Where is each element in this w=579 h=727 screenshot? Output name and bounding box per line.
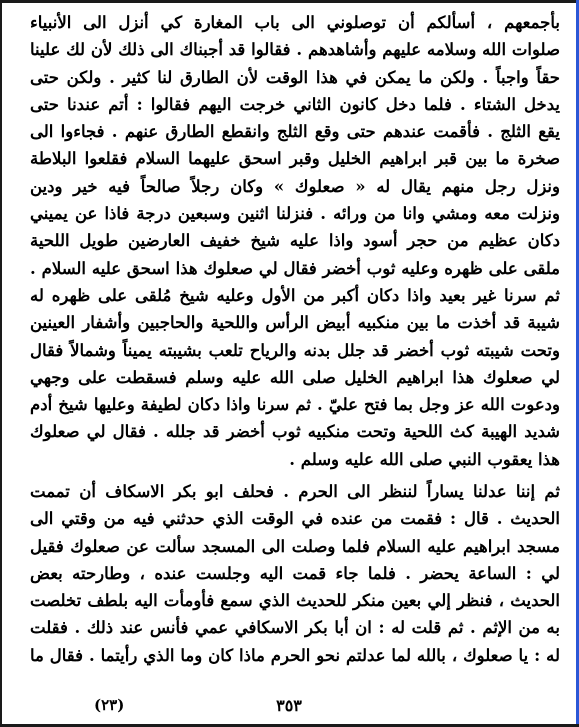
text-line: ثم سرنا غير بعيد واذا دكان أكبر من الأول وعليه شيخ مُلقى على ظهره له — [30, 285, 560, 305]
text-line: به من الإثم . ثم قلت له : ان أبا بكر الاسكافي عمي فأنس عند ذلك . فقلت — [30, 618, 560, 638]
text-line: وتحت شيبته ثوب أخضر قد جلل بدنه والرياح تلعب بشيبته يميناً وشمالاً فقال — [30, 340, 560, 360]
text-line: حقاً واجباً . ولكن ما يمكن في هذا الوقت لأن الطارق لنا كثير . ولكن حتى — [30, 67, 560, 87]
text-line: يقع الثلج . فأقمت عندهم حتى وقع الثلج وانقطع الطارق عنهم . فجاءوا الى — [30, 122, 560, 142]
text-line: ونزلت معه ومشي وانا من ورائه . فنزلنا اثنين وسبعين درجة فاذا عن يميني — [30, 204, 560, 224]
text-line: دكان عظيم من حجر أسود واذا عليه شيخ خفيف العارضين طويل اللحية — [30, 231, 560, 251]
text-line: ملقى على ظهره وعليه ثوب أخضر فقال لي صعلوك هذا اسحق عليه السلام . — [30, 258, 560, 278]
text-line: الحديث . قال : فقمت من عنده في الوقت الذي حدثني فيه من وقتي الى — [30, 509, 560, 529]
text-line: يدخل الشتاء . فلما دخل كانون الثاني خرجت اليهم فقالوا : أتم عندنا حتى — [30, 94, 560, 114]
text-line: ثم إننا عدلنا يساراً لننظر الى الحرم . فحلف ابو بكر الاسكاف أن تممت — [30, 482, 560, 501]
text-line: الحديث ، فنظر إلي بعين منكر للحديث الذي سمع فأومأت اليه بلطف تخلصت — [30, 591, 560, 611]
text-line: له : يا صعلوك ، بالله لما عدلتم نحو الحرم ماذا كان وما الذي رأيتما . فقال ما — [30, 645, 560, 665]
text-line: بأجمعهم ، أسألكم أن توصلوني الى باب المغارة كي أنزل الى الأنبياء — [30, 13, 560, 32]
page-footer — [2, 696, 576, 718]
text-line: شيبة قد أخذت ما بين منكبيه أبيض الرأس واللحية والحاجبين وأشفار العينين — [30, 313, 560, 333]
text-line: ونزل رجل منهم يقال له « صعلوك » وكان رجلاً صالحاً فيه خير ودين — [30, 176, 560, 196]
text-line: صلوات الله وسلامه عليهم وأشاهدهم . فقالوا قد أجبناك الى ذلك لأن لك علينا — [30, 40, 560, 60]
text-line: لي صعلوك هذا ابراهيم الخليل صلى الله عليه وسلم فسقطت على وجهي — [30, 367, 560, 387]
book-page — [2, 3, 576, 724]
text-line: مسجد ابراهيم عليه السلام فلما وصلت الى المسجد سألت عن صعلوك فقيل — [30, 536, 560, 556]
paragraph-1 — [30, 9, 560, 473]
signature-number: (٢٣) — [94, 696, 125, 714]
text-line: ودعوت الله عز وجل بما فتح عليّ . ثم سرنا واذا دكان لطيفة وعليها شيخ أدم — [30, 395, 560, 415]
text-line: هذا يعقوب النبي صلى الله عليه وسلم . — [289, 449, 560, 469]
page-number: ٣٥٣ — [276, 696, 302, 715]
text-line: صخرة ما بين قبر ابراهيم الخليل وقبر اسحق عليهما السلام فقلعوا البلاطة — [30, 149, 560, 169]
text-line: لي : الساعة يحضر . فلما جاء قمت اليه وجلست عنده ، وطارحته بعض — [30, 563, 560, 583]
text-line: شديد الهيبة كث اللحية وتحت منكبيه ثوب أخضر قد جلله . فقال لي صعلوك — [30, 422, 560, 442]
paragraph-2 — [30, 478, 560, 669]
